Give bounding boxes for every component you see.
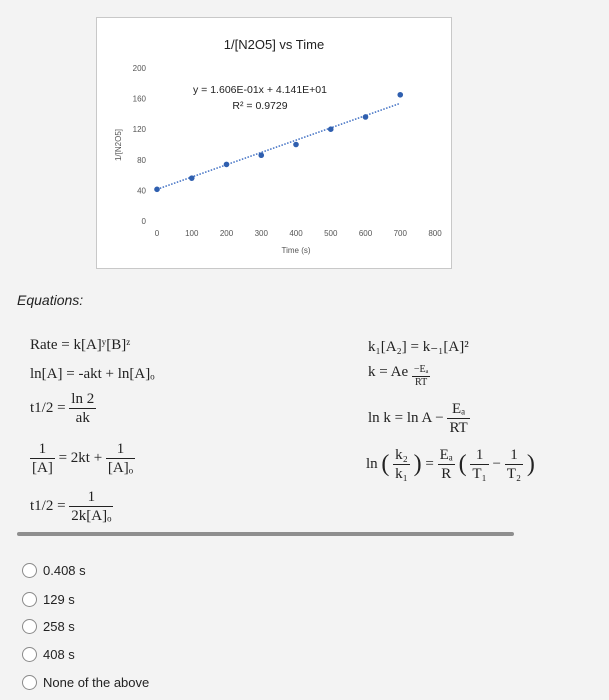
y-tick-label: 80 — [137, 155, 146, 165]
x-tick-label: 700 — [393, 229, 407, 238]
fraction — [69, 488, 113, 525]
numerator: 1 — [505, 446, 523, 465]
x-tick-label: 300 — [254, 229, 268, 238]
x-tick-label: 600 — [358, 229, 373, 238]
data-point — [258, 152, 264, 158]
radio-button-icon[interactable] — [22, 563, 37, 578]
y-tick-label: 40 — [137, 186, 146, 196]
denominator: R — [441, 466, 452, 482]
data-point — [189, 175, 195, 181]
data-point — [363, 114, 369, 120]
denominator: [A]ₒ — [107, 460, 134, 476]
numerator: 1 — [470, 446, 488, 465]
numerator: Eₐ — [447, 400, 469, 419]
option-0408s[interactable] — [22, 561, 86, 579]
fraction — [393, 446, 410, 483]
denominator: T₂ — [506, 466, 522, 482]
two-point-arrhenius — [366, 446, 535, 483]
arrhenius-lhs: k = Ae — [368, 364, 409, 380]
option-label: 408 s — [43, 646, 75, 662]
fraction — [447, 400, 469, 437]
data-point — [397, 92, 403, 98]
option-408s[interactable] — [22, 645, 75, 663]
numerator: ln 2 — [71, 391, 95, 407]
numerator: Eₐ — [439, 447, 453, 463]
radio-button-icon[interactable] — [22, 647, 37, 662]
denominator: RT — [449, 420, 468, 436]
equilibrium-equation: k₁[A₂] = k₋₁[A]² — [368, 339, 469, 355]
y-tick-label: 120 — [132, 125, 146, 135]
half-life-lhs: t1/2 = — [30, 399, 66, 416]
chart-frame — [96, 17, 452, 269]
data-point — [328, 126, 334, 132]
scatter-chart — [97, 18, 451, 268]
data-point — [224, 162, 230, 168]
trendline-equation: y = 1.606E-01x + 4.141E+01 — [193, 84, 327, 96]
fraction — [69, 390, 96, 427]
radio-button-icon[interactable] — [22, 592, 37, 607]
denominator: ak — [75, 410, 90, 426]
ln-label: ln — [366, 455, 378, 472]
option-label: 258 s — [43, 618, 75, 634]
ln-integrated-law: ln[A] = -akt + ln[A]ₒ — [30, 366, 155, 382]
option-label: 129 s — [43, 591, 75, 607]
numerator: k₂ — [395, 447, 408, 463]
x-tick-label: 500 — [324, 229, 338, 238]
x-tick-label: 100 — [185, 229, 199, 238]
denominator: T₁ — [472, 466, 487, 482]
equations-heading: Equations: — [17, 292, 84, 308]
fraction — [106, 440, 135, 477]
paren-open: ( — [381, 451, 390, 477]
half-life-lhs: t1/2 = — [30, 497, 66, 514]
x-tick-label: 400 — [289, 229, 303, 238]
ln-arrhenius-equation — [368, 400, 470, 437]
option-129s[interactable] — [22, 590, 75, 608]
section-divider — [17, 532, 514, 536]
x-axis-label: Time (s) — [281, 246, 311, 255]
denominator: 2k[A]ₒ — [71, 508, 112, 524]
exponent-fraction — [412, 364, 430, 389]
paren-close: ) — [526, 451, 535, 477]
y-tick-label: 0 — [141, 217, 146, 226]
x-tick-label: 0 — [154, 229, 160, 238]
data-point — [293, 142, 299, 148]
numerator: 1 — [30, 440, 55, 459]
numerator: 1 — [69, 488, 113, 507]
paren-close: ) — [413, 451, 422, 477]
y-tick-label: 160 — [132, 94, 146, 104]
r-squared-label: R² = 0.9729 — [232, 100, 288, 112]
fraction — [470, 446, 488, 483]
option-label: None of the above — [43, 674, 150, 690]
option-none[interactable] — [22, 673, 149, 691]
radio-button-icon[interactable] — [22, 675, 37, 690]
paren-open: ( — [458, 451, 467, 477]
option-258s[interactable] — [22, 617, 75, 635]
option-label: 0.408 s — [43, 562, 86, 578]
first-order-half-life — [30, 390, 96, 427]
arrhenius-equation — [368, 364, 430, 389]
denominator: [A] — [32, 460, 53, 476]
fraction — [505, 446, 523, 483]
denominator: RT — [415, 377, 428, 388]
numerator: −Eₐ — [413, 364, 429, 375]
numerator: 1 — [106, 440, 135, 459]
second-order-law — [30, 440, 135, 477]
ln-arrhenius-lhs: ln k = ln A − — [368, 409, 444, 426]
y-axis-label: 1/[N2O5] — [114, 128, 123, 162]
y-tick-label: 200 — [132, 64, 146, 73]
data-point — [154, 187, 160, 193]
x-tick-label: 200 — [219, 229, 234, 238]
minus-sign: − — [492, 455, 502, 472]
second-order-half-life — [30, 488, 113, 525]
equals-sign: = — [425, 455, 434, 472]
x-tick-label: 800 — [428, 229, 442, 238]
fraction — [30, 440, 55, 477]
second-order-mid: = 2kt + — [58, 449, 103, 466]
rate-law: Rate = k[A]ʸ[B]ᶻ — [30, 337, 131, 353]
fraction — [438, 446, 455, 483]
chart-title: 1/[N2O5] vs Time — [223, 37, 325, 52]
radio-button-icon[interactable] — [22, 619, 37, 634]
denominator: k₁ — [395, 466, 408, 482]
